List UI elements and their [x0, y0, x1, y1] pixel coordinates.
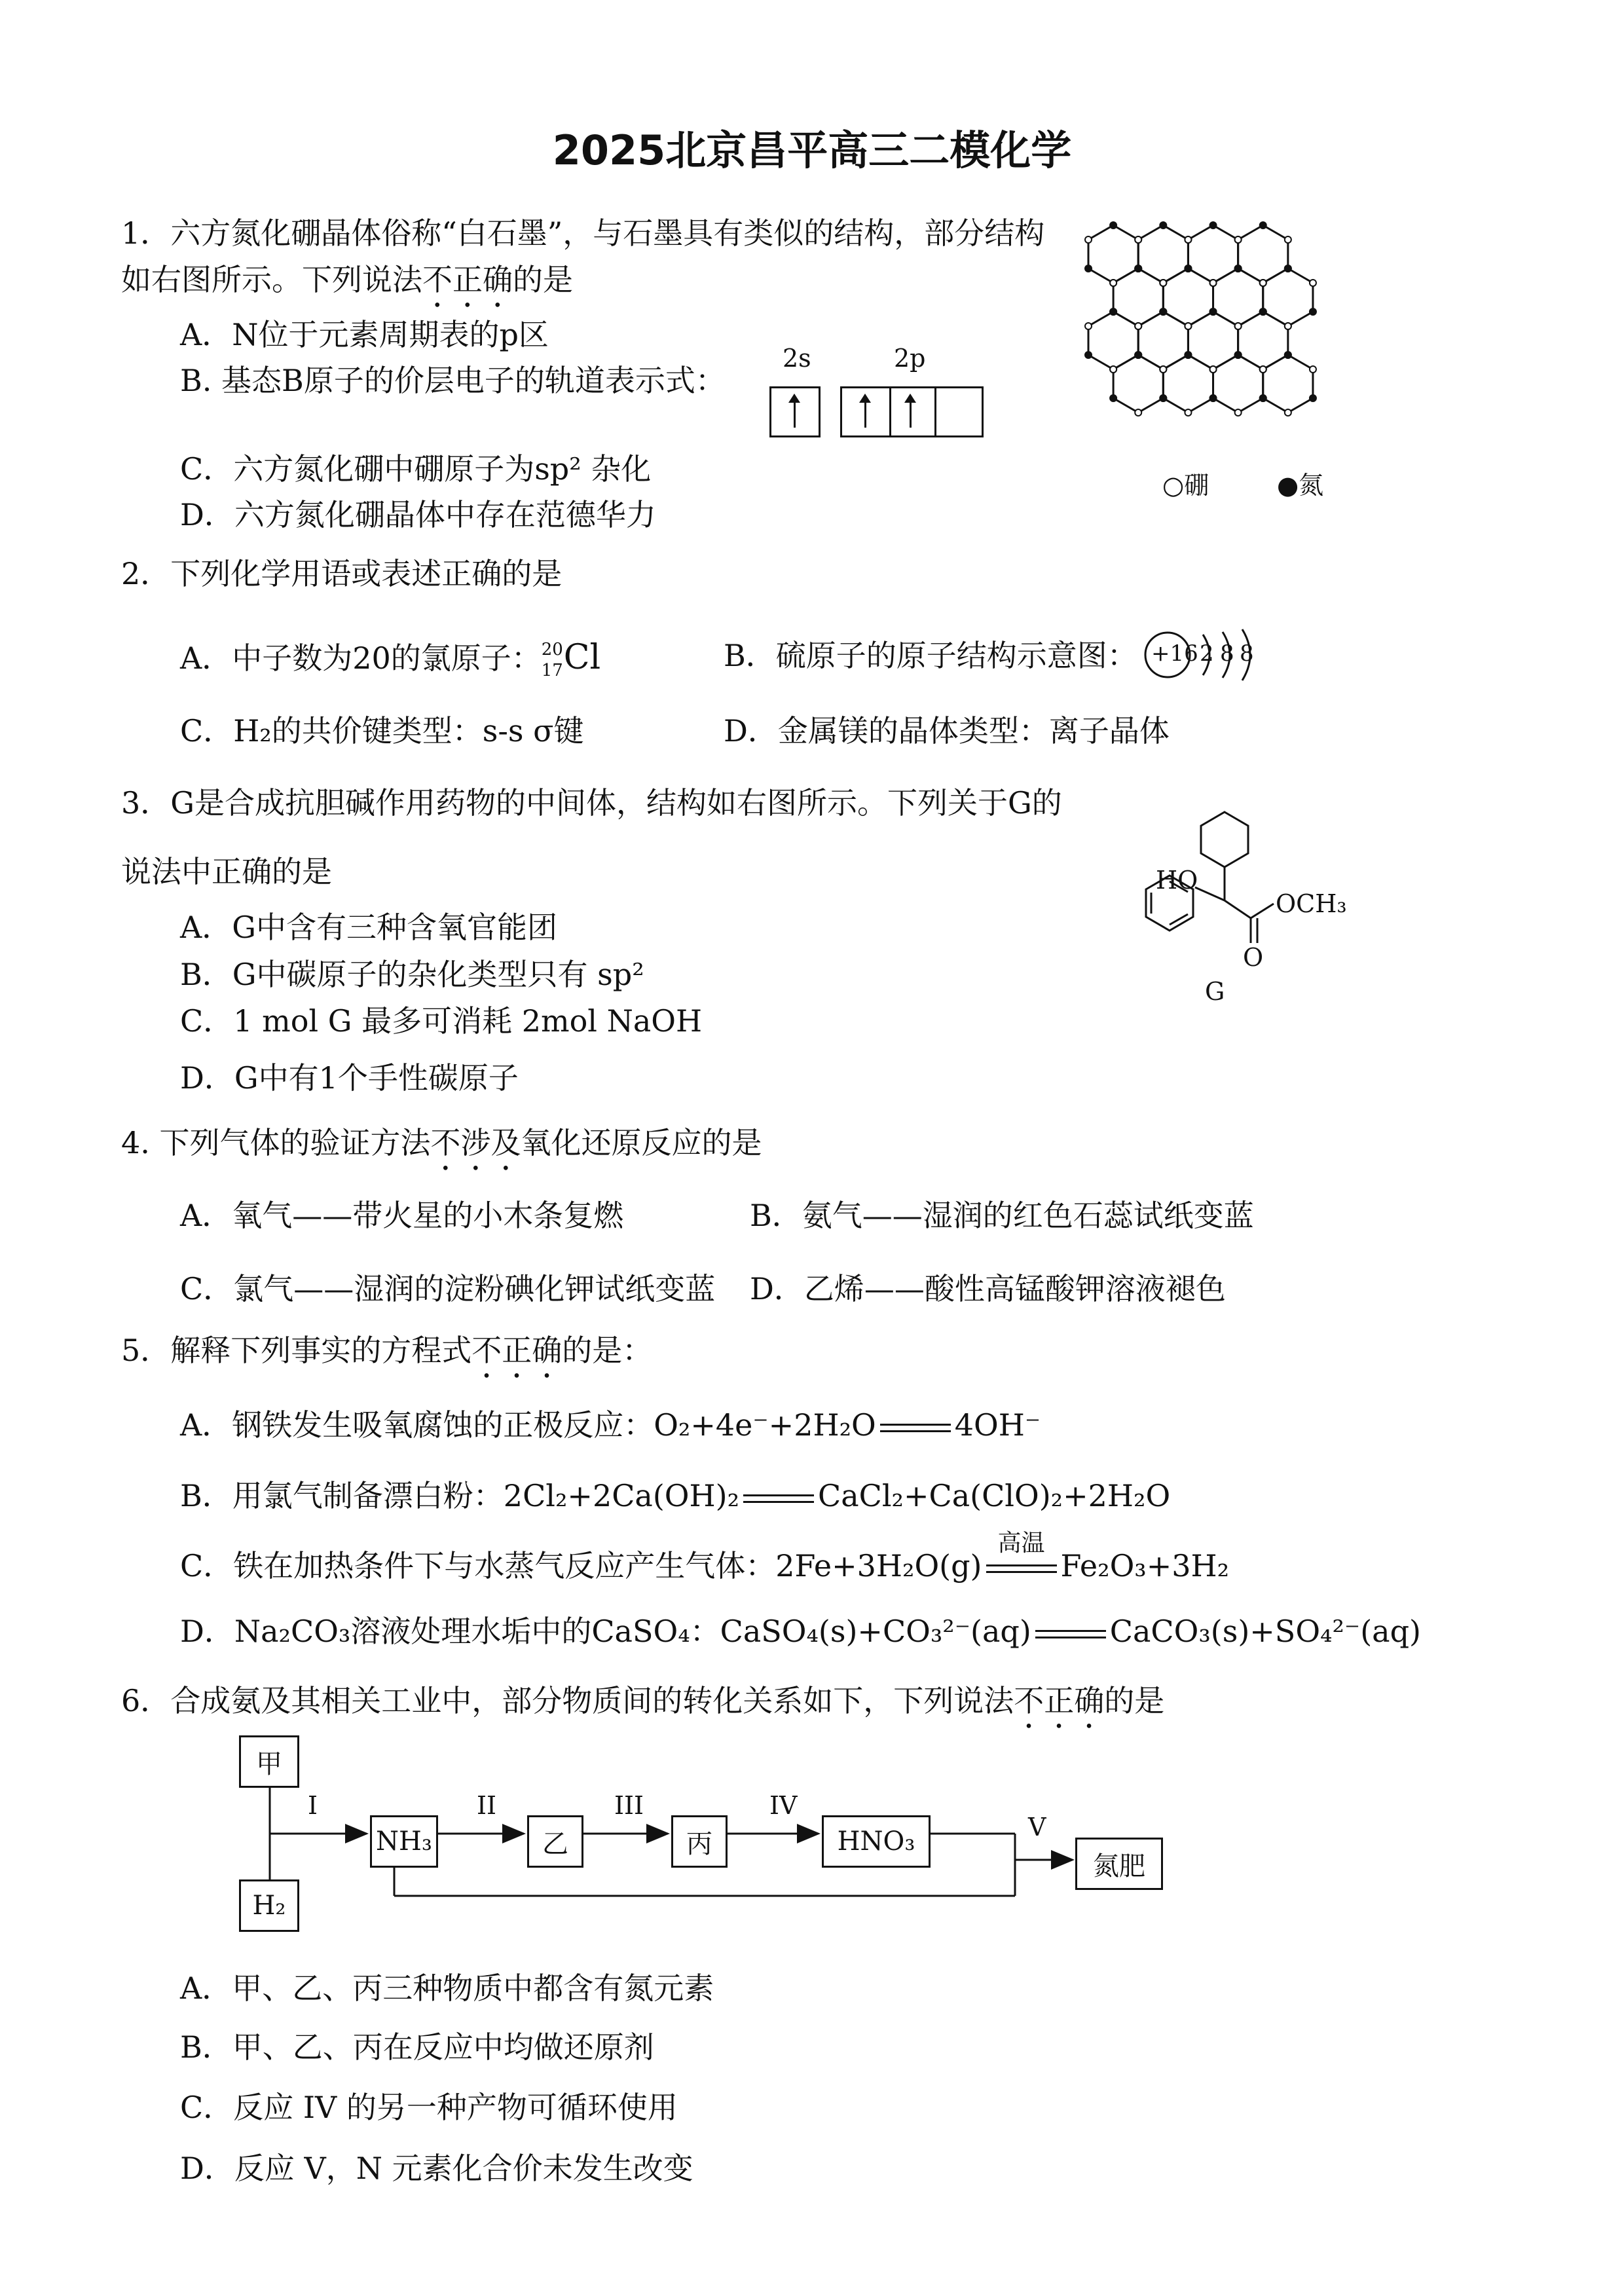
- nitrogen-atom: [1185, 265, 1191, 272]
- box-fertilizer: 氮肥: [1075, 1838, 1163, 1890]
- nitrogen-atom: [1110, 395, 1116, 401]
- hexagon-ring: [1088, 225, 1138, 283]
- q1-option-d[interactable]: D．六方氮化硼晶体中存在范德华力: [180, 497, 656, 532]
- hexagon-ring: [1238, 312, 1288, 369]
- orbital-2s-label: 2s: [783, 344, 811, 373]
- boron-atom: [1085, 236, 1092, 243]
- hexagon-ring: [1213, 268, 1263, 326]
- nitrogen-atom: [1160, 222, 1166, 229]
- mass-number: 20: [541, 640, 563, 659]
- orbital-2p-box: [840, 386, 891, 437]
- nitrogen-atom: [1085, 352, 1092, 358]
- boron-atom: [1110, 280, 1116, 286]
- q1-stem-line2: 如右图所示。下列说法不正确的是: [121, 262, 573, 297]
- legend-boron: ○硼: [1162, 471, 1209, 500]
- boron-atom: [1085, 323, 1092, 329]
- step-label-iii: III: [614, 1791, 644, 1820]
- hexagon-ring: [1113, 355, 1163, 413]
- step-label-i: I: [308, 1791, 318, 1820]
- hexagon-ring: [1188, 312, 1238, 369]
- hexagon-ring: [1113, 268, 1163, 326]
- hexagon-ring: [1163, 355, 1213, 413]
- page-title: 2025北京昌平高三二模化学: [552, 126, 1072, 174]
- q5-option-b[interactable]: B．用氯气制备漂白粉：2Cl₂+2Ca(OH)₂ CaCl₂+Ca(ClO)₂+2H₂O: [180, 1478, 1171, 1513]
- legend-nitrogen: ●氮: [1277, 471, 1324, 500]
- reaction-condition: 高温: [997, 1530, 1045, 1557]
- q1-option-b[interactable]: B. 基态B原子的价层电子的轨道表示式：: [180, 363, 726, 398]
- hexagon-ring: [1213, 355, 1263, 413]
- boron-atom: [1185, 236, 1191, 243]
- shell-1-electrons: 2: [1200, 640, 1214, 667]
- equals-sign-icon: [876, 1413, 955, 1443]
- hexagon-ring: [1138, 225, 1188, 283]
- nitrogen-atom: [1160, 308, 1166, 315]
- hexagon-ring: [1263, 355, 1313, 413]
- step-label-iv: IV: [769, 1791, 798, 1820]
- q2-option-b[interactable]: B．硫原子的原子结构示意图：: [724, 638, 1137, 673]
- hexagon-ring: [1263, 268, 1313, 326]
- nitrogen-atom: [1285, 265, 1291, 272]
- orbital-2s-box: [769, 386, 821, 437]
- nitrogen-atom: [1135, 265, 1141, 272]
- boron-atom: [1310, 366, 1316, 373]
- cyclohexane-ring: [1201, 812, 1248, 867]
- orbital-2p-box: [934, 386, 984, 437]
- boron-atom: [1235, 409, 1242, 416]
- nitrogen-atom: [1310, 395, 1316, 401]
- label-carbonyl-o: O: [1243, 943, 1264, 972]
- boron-atom: [1260, 366, 1266, 373]
- boron-atom: [1285, 409, 1291, 416]
- box-jia: 甲: [239, 1735, 299, 1788]
- q6-option-b[interactable]: B．甲、乙、丙在反应中均做还原剂: [180, 2029, 654, 2065]
- box-hno3: HNO₃: [822, 1815, 931, 1868]
- label-g: G: [1205, 977, 1225, 1006]
- nitrogen-atom: [1110, 308, 1116, 315]
- box-h2: H₂: [239, 1879, 299, 1932]
- q2-option-a[interactable]: A．中子数为20的氯原子： 20 17 Cl: [180, 638, 601, 680]
- nitrogen-atom: [1285, 352, 1291, 358]
- boron-atom: [1160, 366, 1166, 373]
- nitrogen-atom: [1260, 308, 1266, 315]
- boron-atom: [1135, 409, 1141, 416]
- boron-atom: [1135, 323, 1141, 329]
- boron-atom: [1110, 366, 1116, 373]
- q1-stem-line1: 1．六方氮化硼晶体俗称“白石墨”，与石墨具有类似的结构，部分结构: [121, 215, 1045, 251]
- q6-option-d[interactable]: D．反应 V，N 元素化合价未发生改变: [180, 2151, 693, 2186]
- q5-stem: 5．解释下列事实的方程式不正确的是：: [121, 1333, 653, 1368]
- boron-atom: [1185, 409, 1191, 416]
- hexagon-ring: [1138, 312, 1188, 369]
- nitrogen-atom: [1235, 265, 1242, 272]
- nitrogen-atom: [1110, 222, 1116, 229]
- hexagon-ring: [1188, 225, 1238, 283]
- q3-option-c[interactable]: C．1 mol G 最多可消耗 2mol NaOH: [180, 1003, 703, 1039]
- boron-atom: [1210, 280, 1217, 286]
- orbital-2p-box: [887, 386, 936, 437]
- q6-option-c[interactable]: C．反应 IV 的另一种产物可循环使用: [180, 2090, 678, 2125]
- q3-option-d[interactable]: D．G中有1个手性碳原子: [180, 1060, 519, 1096]
- step-label-v: V: [1028, 1813, 1046, 1841]
- spin-up-arrow-icon: [864, 396, 866, 428]
- q2-option-d[interactable]: D．金属镁的晶体类型：离子晶体: [724, 713, 1170, 749]
- box-nh3: NH₃: [370, 1815, 438, 1868]
- nitrogen-atom: [1160, 395, 1166, 401]
- q3-stem-line2: 说法中正确的是: [121, 854, 332, 889]
- boron-atom: [1185, 323, 1191, 329]
- boron-atom: [1160, 280, 1166, 286]
- nitrogen-atom: [1210, 308, 1217, 315]
- equals-sign-icon: [1031, 1619, 1110, 1649]
- box-yi: 乙: [527, 1815, 583, 1868]
- spin-up-arrow-icon: [794, 396, 796, 428]
- shell-3-electrons: 8: [1240, 640, 1254, 667]
- q4-option-c[interactable]: C．氯气——湿润的淀粉碘化钾试纸变蓝: [180, 1271, 716, 1306]
- boron-atom: [1210, 366, 1217, 373]
- q2-option-c[interactable]: C．H₂的共价键类型：s-s σ键: [180, 713, 584, 749]
- shell-2-electrons: 8: [1220, 640, 1234, 667]
- q1-option-a[interactable]: A．N位于元素周期表的p区: [180, 317, 549, 352]
- q3-stem-line1: 3．G是合成抗胆碱作用药物的中间体，结构如右图所示。下列关于G的: [121, 785, 1062, 821]
- q3-option-a[interactable]: A．G中含有三种含氧官能团: [180, 910, 557, 945]
- step-label-ii: II: [477, 1791, 497, 1820]
- boron-atom: [1235, 236, 1242, 243]
- q2-stem: 2．下列化学用语或表述正确的是: [121, 556, 563, 591]
- equals-sign-icon: [982, 1530, 1061, 1583]
- boron-nitride-lattice: [1061, 216, 1369, 504]
- q5-option-c[interactable]: C．铁在加热条件下与水蒸气反应产生气体：2Fe+3H₂O(g) 高温 Fe₂O₃+3H₂: [180, 1530, 1230, 1583]
- spin-up-arrow-icon: [910, 396, 912, 428]
- atomic-number: 17: [541, 661, 563, 680]
- nitrogen-atom: [1135, 352, 1141, 358]
- nitrogen-atom: [1085, 265, 1092, 272]
- q1-option-c[interactable]: C．六方氮化硼中硼原子为sp² 杂化: [180, 451, 652, 487]
- hexagon-ring: [1163, 268, 1213, 326]
- q4-option-b[interactable]: B．氨气——湿润的红色石蕊试纸变蓝: [750, 1198, 1254, 1233]
- q6-stem: 6．合成氨及其相关工业中，部分物质间的转化关系如下，下列说法不正确的是: [121, 1683, 1165, 1718]
- boron-atom: [1285, 323, 1291, 329]
- orbital-2p-label: 2p: [894, 344, 926, 373]
- nitrogen-atom: [1310, 308, 1316, 315]
- boron-atom: [1235, 323, 1242, 329]
- q6-option-a[interactable]: A．甲、乙、丙三种物质中都含有氮元素: [180, 1970, 714, 2006]
- q5-option-a[interactable]: A．钢铁发生吸氧腐蚀的正极反应：O₂+4e⁻+2H₂O 4OH⁻: [180, 1407, 1041, 1443]
- q3-option-b[interactable]: B．G中碳原子的杂化类型只有 sp²: [180, 957, 644, 992]
- q4-stem: 4. 下列气体的验证方法不涉及氧化还原反应的是: [121, 1125, 762, 1160]
- nitrogen-atom: [1260, 395, 1266, 401]
- equals-sign-icon: [739, 1483, 818, 1513]
- q5-option-d[interactable]: D．Na₂CO₃溶液处理水垢中的CaSO₄：CaSO₄(s)+CO₃²⁻(aq) CaCO₃(s)+SO₄²⁻(aq): [180, 1614, 1421, 1649]
- label-och3: OCH₃: [1276, 889, 1347, 918]
- boron-atom: [1135, 236, 1141, 243]
- hexagon-ring: [1238, 225, 1288, 283]
- nitrogen-atom: [1185, 352, 1191, 358]
- hexagon-ring: [1088, 312, 1138, 369]
- q4-option-d[interactable]: D．乙烯——酸性高锰酸钾溶液褪色: [750, 1271, 1226, 1306]
- nucleus-charge: +16: [1151, 640, 1198, 667]
- nitrogen-atom: [1260, 222, 1266, 229]
- q4-option-a[interactable]: A．氧气——带火星的小木条复燃: [180, 1198, 624, 1233]
- nitrogen-atom: [1210, 395, 1217, 401]
- nitrogen-atom: [1210, 222, 1217, 229]
- boron-atom: [1310, 280, 1316, 286]
- boron-atom: [1285, 236, 1291, 243]
- boron-atom: [1260, 280, 1266, 286]
- box-bing: 丙: [671, 1815, 728, 1868]
- label-ho: HO: [1156, 866, 1198, 895]
- nitrogen-atom: [1235, 352, 1242, 358]
